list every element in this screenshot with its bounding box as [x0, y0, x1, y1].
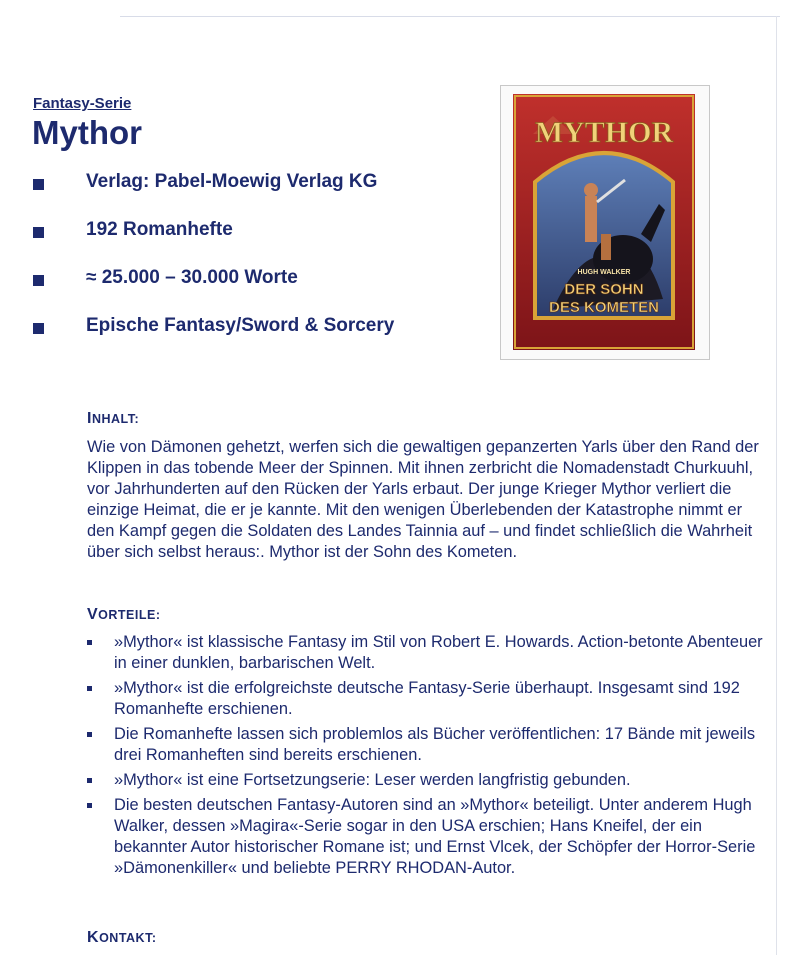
- cover-author: HUGH WALKER: [577, 269, 631, 276]
- square-bullet-icon: [87, 732, 92, 737]
- fact-text: ≈ 25.000 – 30.000 Worte: [86, 267, 298, 288]
- advantages-list: [87, 632, 767, 883]
- list-item: [87, 632, 767, 674]
- square-bullet-icon: [87, 640, 92, 645]
- square-bullet-icon: [87, 686, 92, 691]
- book-cover-frame: [500, 85, 710, 360]
- list-item: [87, 795, 767, 879]
- cover-series-logo: MYTHOR: [534, 116, 674, 149]
- book-cover-art: [513, 94, 695, 350]
- heading-rest: ONTAKT:: [99, 931, 157, 945]
- list-item: [87, 724, 767, 766]
- list-item-text: »Mythor« ist die erfolgreichste deutsche Fantasy-Serie überhaupt. Insgesamt sind 192 Romanhefte erschienen.: [114, 679, 740, 718]
- square-bullet-icon: [87, 803, 92, 808]
- book-cover-image: [513, 94, 695, 350]
- list-item-text: »Mythor« ist klassische Fantasy im Stil von Robert E. Howards. Action-betonte Abenteuer in einer dunklen, barbarischen Welt.: [114, 633, 763, 672]
- cover-book-title-line1: DER SOHN: [564, 281, 644, 298]
- list-item-text: Die besten deutschen Fantasy-Autoren sind an »Mythor« beteiligt. Unter anderem Hugh Walker, dessen »Magira«-Serie sogar in den USA erschien; Hans Kneifel, der ein bekannter Autor historischer Romane ist; und Ernst Vlcek, der Schöpfer der Horror-Serie »Dämonenkiller« und beliebte PERRY RHODAN-Autor.: [114, 796, 756, 877]
- list-item: [87, 770, 767, 791]
- list-item-text: »Mythor« ist eine Fortsetzungserie: Leser werden langfristig gebunden.: [114, 771, 631, 789]
- square-bullet-icon: [33, 323, 44, 334]
- list-item: [87, 678, 767, 720]
- list-item-text: Die Romanhefte lassen sich problemlos als Bücher veröffentlichen: 17 Bände mit jeweils drei Romanheften sind bereits erschienen.: [114, 725, 756, 764]
- summary-paragraph: Wie von Dämonen gehetzt, werfen sich die gewaltigen gepanzerten Yarls über den Rand der Klippen in das tobende Meer der Spinnen. Mit ihnen zerbricht die Nomadenstadt Churkuuhl, vor Jahrhunderten auf den Rücken der Yarls erbaut. Der junge Krieger Mythor verliert die einzige Heimat, die er je kannte. Mit den wenigen Überlebenden der Katastrophe nimmt er den Kampf gegen die Soldaten des Landes Tainnia auf – und findet schließlich die Wahrheit über sich selbst heraus:. Mythor ist der Sohn des Kometen.: [87, 438, 759, 561]
- section-heading-vorteile: [87, 606, 161, 624]
- square-bullet-icon: [33, 275, 44, 286]
- heading-cap: I: [87, 410, 92, 427]
- heading-cap: K: [87, 929, 100, 946]
- section-heading-inhalt: [87, 410, 139, 428]
- fact-text: Verlag: Pabel-Moewig Verlag KG: [86, 171, 378, 192]
- heading-cap: V: [87, 606, 99, 623]
- fact-text: Epische Fantasy/Sword & Sorcery: [86, 315, 395, 336]
- page-edge-top: [120, 16, 780, 17]
- square-bullet-icon: [87, 778, 92, 783]
- page-edge-right: [776, 16, 777, 955]
- square-bullet-icon: [33, 227, 44, 238]
- cover-book-title-line2: DES KOMETEN: [548, 299, 660, 316]
- square-bullet-icon: [33, 179, 44, 190]
- page-title: Mythor: [32, 114, 142, 151]
- series-label: Fantasy-Serie: [33, 95, 132, 112]
- heading-rest: ORTEILE:: [98, 608, 161, 622]
- heading-rest: NHALT:: [91, 412, 140, 426]
- section-heading-kontakt: [87, 929, 157, 947]
- fact-text: 192 Romanhefte: [86, 219, 233, 240]
